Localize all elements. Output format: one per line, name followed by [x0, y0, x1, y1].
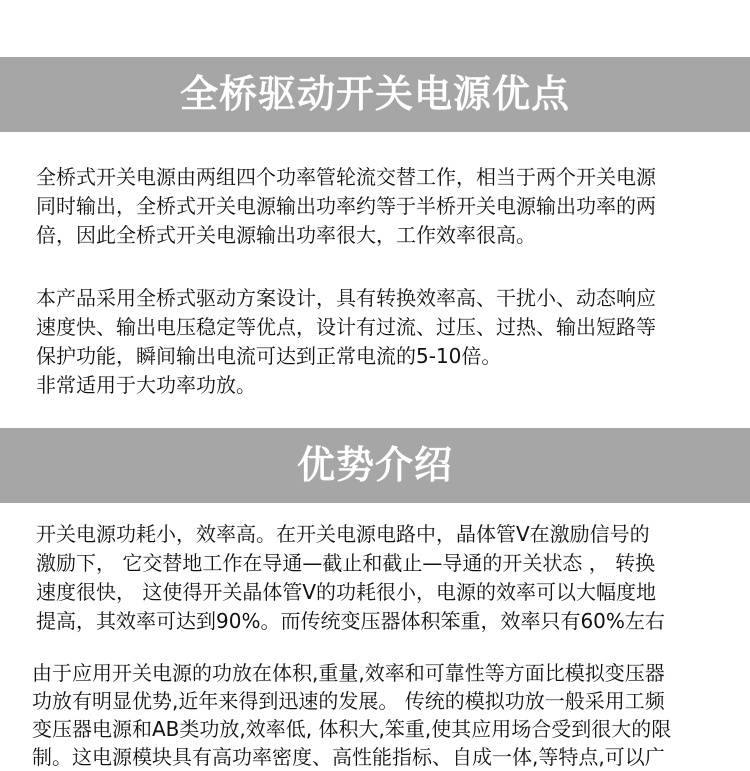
paragraph-switching-amplifier [32, 659, 732, 771]
paragraph-full-bridge-intro [36, 163, 726, 250]
text-line: 全桥式开关电源由两组四个功率管轮流交替工作，相当于两个开关电源 [36, 165, 656, 189]
text-line: 激励下， 它交替地工作在导通—截止和截止—导通的开关状态 ， 转换 [36, 551, 656, 575]
text-line: 由于应用开关电源的功放在体积,重量,效率和可靠性等方面比模拟变压器 [32, 661, 665, 685]
paragraph-product-design [36, 284, 726, 400]
text-line: 保护功能，瞬间输出电流可达到正常电流的5-10倍。 [36, 344, 502, 368]
section-title-full-bridge-advantages: 全桥驱动开关电源优点 [0, 57, 750, 132]
text-line: 制。这电源模块具有高功率密度、高性能指标、自成一体,等特点,可以广 [32, 745, 665, 769]
paragraph-efficiency [36, 520, 726, 636]
text-line: 本产品采用全桥式驱动方案设计，具有转换效率高、干扰小、动态响应 [36, 286, 656, 310]
text-line: 开关电源功耗小，效率高。在开关电源电路中，晶体管V在激励信号的 [36, 522, 650, 546]
text-line: 提高，其效率可达到90%。而传统变压器体积笨重，效率只有60%左右 [36, 609, 665, 633]
text-line: 倍，因此全桥式开关电源输出功率很大，工作效率很高。 [36, 223, 536, 247]
text-line: 速度很快， 这使得开关晶体管V的功耗很小，电源的效率可以大幅度地 [36, 580, 657, 604]
text-line: 速度快、输出电压稳定等优点，设计有过流、过压、过热、输出短路等 [36, 315, 656, 339]
text-line: 同时输出，全桥式开关电源输出功率约等于半桥开关电源输出功率的两 [36, 194, 656, 218]
section-title-advantages: 优势介绍 [0, 428, 750, 503]
text-line: 功放有明显优势,近年来得到迅速的发展。 传统的模拟功放一般采用工频 [32, 689, 665, 713]
text-line: 非常适用于大功率功放。 [36, 373, 256, 397]
text-line: 变压器电源和AB类功放,效率低, 体积大,笨重,使其应用场合受到很大的限 [32, 717, 672, 741]
